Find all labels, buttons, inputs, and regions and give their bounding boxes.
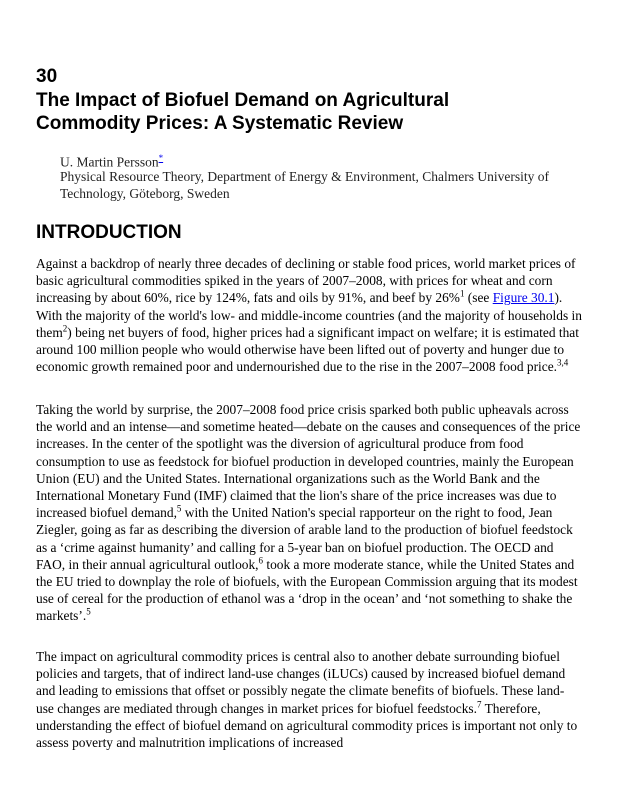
p1-text-b: (see	[464, 290, 493, 306]
p2-text-b: with the United Nation's special rapporteur on the right to food, Jean Ziegler, going as far as describing the diversion of arable land to the production of biofuel feedstock as a ‘crime against humanity’ and calling for a 5-year ban on biofuel production. The OECD and FAO, in their annual agricultural outlook,	[36, 505, 573, 572]
p3-ref-1: 7	[476, 699, 482, 710]
p2-ref-1: 5	[176, 503, 182, 514]
p3-text-a: The impact on agricultural commodity prices is central also to another debate surrounding biofuel policies and targets, that of indirect land-use changes (iLUCs) caused by increased biofuel demand and leading to emissions that offset or possibly negate the climate benefits of biofuels. These land-use changes are mediated through changes in market prices for biofuel feedstocks.	[36, 649, 566, 716]
p1-ref-3: 3,4	[556, 357, 569, 368]
p1-ref-2: 2	[62, 323, 68, 334]
figure-link[interactable]: Figure 30.1	[492, 290, 555, 306]
chapter-title: The Impact of Biofuel Demand on Agricultural Commodity Prices: A Systematic Review	[36, 90, 450, 134]
p2-ref-2: 6	[258, 555, 264, 566]
p1-text-c: ). With the majority of the world's low- and middle-income countries (and the majority of households in them	[36, 290, 582, 340]
author-footnote-link[interactable]: *	[158, 153, 164, 163]
p1-text-a: Against a backdrop of nearly three decades of declining or stable food prices, world market prices of basic agricultural commodities spiked in the years of 2007–2008, with prices for wheat and corn increasing by about 60%, rice by 124%, fats and oils by 91%, and beef by 26%	[36, 256, 576, 306]
p3-text-b: Therefore, understanding the effect of biofuel demand on agricultural commodity prices is important not only to assess poverty and malnutrition implications of increased	[36, 700, 578, 751]
chapter-number: 30	[36, 66, 58, 87]
author-affiliation: Physical Resource Theory, Department of Energy & Environment, Chalmers University of Technology, Göteborg, Sweden	[60, 169, 550, 201]
paragraph-2	[36, 401, 582, 625]
p1-text-d: ) being net buyers of food, higher prices had a significant impact on welfare; it is estimated that around 100 million people who would otherwise have been lifted out of poverty and hunger due to economic growth remained poor and undernourished due to the rise in the 2007–2008 food price.	[36, 324, 579, 375]
p2-text-c: took a more moderate stance, while the United States and the EU tried to downplay the role of biofuels, with the European Commission arguing that its modest use of cereal for the production of ethanol was a ‘drop in the ocean’ and ‘not something to shake the markets’.	[36, 556, 578, 624]
p2-ref-3: 5	[86, 606, 91, 617]
p1-ref-1: 1	[459, 288, 465, 299]
paragraph-3	[36, 648, 582, 751]
p2-text-a: Taking the world by surprise, the 2007–2008 food price crisis sparked both public upheavals across the world and an intense—and sometime heated—debate on the causes and consequences of the price increases. In the center of the spotlight was the diversion of agricultural produce from food consumption to use as feedstock for biofuel production in developed countries, mainly the European Union (EU) and the United States. International organizations such as the World Bank and the International Monetary Fund (IMF) claimed that the lion's share of the price increases was due to increased biofuel demand,	[36, 402, 581, 521]
author-name: U. Martin Persson	[60, 154, 159, 170]
paragraph-1	[36, 255, 582, 375]
section-heading: INTRODUCTION	[36, 222, 182, 243]
